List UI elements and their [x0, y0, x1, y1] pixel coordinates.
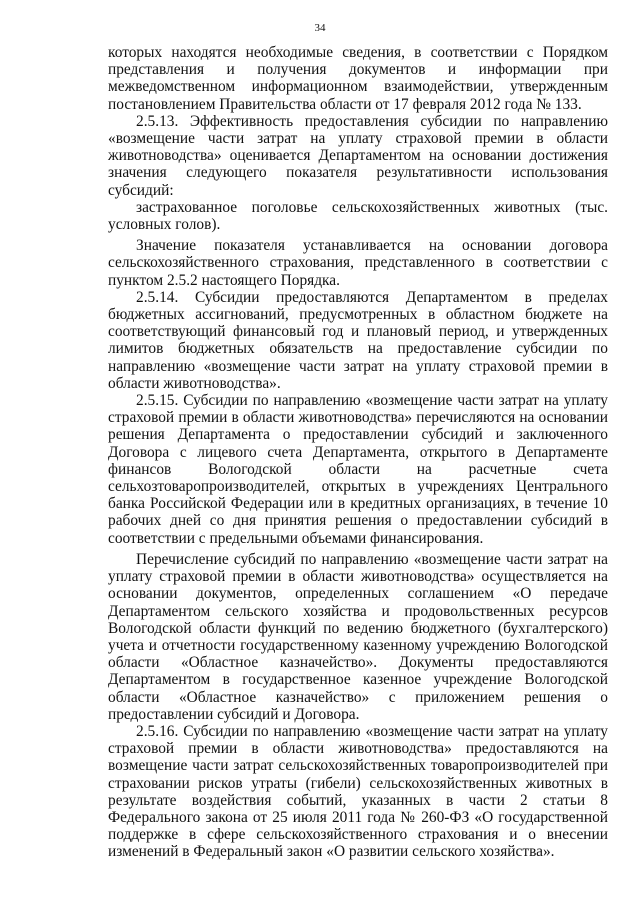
- paragraph-continuation: которых находятся необходимые сведения, в соответствии с Порядком представления и получения документов и информации при межведомственном информационном взаимодействии, утвержденным постановлением Правительства области от 17 февраля 2012 года № 133.: [108, 44, 608, 113]
- document-body: [108, 44, 608, 861]
- paragraph-transfer: Перечисление субсидий по направлению «возмещение части затрат на уплату страховой премии в области животноводства» осуществляется на основании документов, определенных соглашением «О передаче Департаментом сельского хозяйства и продовольственных ресурсов Вологодской области функций по ведению бюджетного (бухгалтерского) учета и отчетности государственному казенному учреждению Вологодской области «Областное казначейство». Документы предоставляются Департаментом в государственное казенное учреждение Вологодской области «Областное казначейство» с приложением решения о предоставлении субсидий и Договора.: [108, 550, 608, 723]
- paragraph-indicator: застрахованное поголовье сельскохозяйственных животных (тыс. условных голов).: [108, 198, 608, 234]
- paragraph-2-5-13: 2.5.13. Эффективность предоставления субсидии по направлению «возмещение части затрат на уплату страховой премии в области животноводства» оценивается Департаментом на основании достижения значения следующего показателя результативности использования субсидий:: [108, 112, 608, 199]
- paragraph-2-5-14: 2.5.14. Субсидии предоставляются Департаментом в пределах бюджетных ассигнований, предусмотренных в областном бюджете на соответствующий финансовый год и плановый период, и утвержденных лимитов бюджетных обязательств на предоставление субсидии по направлению «возмещение части затрат на уплату страховой премии в области животноводства».: [108, 288, 608, 392]
- paragraph-2-5-15: 2.5.15. Субсидии по направлению «возмещение части затрат на уплату страховой премии в области животноводства» перечисляются на основании решения Департамента о предоставлении субсидий и заключенного Договора с лицевого счета Департамента, открытого в Департаменте финансов Вологодской области на расчетные счета сельхозтоваропроизводителей, открытых в учреждениях Центрального банка Российской Федерации или в кредитных организациях, в течение 10 рабочих дней со дня принятия решения о предоставлении субсидий в соответствии с предельными объемами финансирования.: [108, 392, 608, 547]
- paragraph-2-5-16: 2.5.16. Субсидии по направлению «возмещение части затрат на уплату страховой премии в области животноводства» предоставляются на возмещение части затрат сельскохозяйственных товаропроизводителей при страховании рисков утраты (гибели) сельскохозяйственных животных в результате воздействия событий, указанных в части 2 статьи 8 Федерального закона от 25 июля 2011 года № 260-ФЗ «О государственной поддержке в сфере сельскохозяйственного страхования и о внесении изменений в Федеральный закон «О развитии сельского хозяйства».: [108, 722, 608, 861]
- paragraph-indicator-value: Значение показателя устанавливается на основании договора сельскохозяйственного страхования, представленного в соответствии с пунктом 2.5.2 настоящего Порядка.: [108, 237, 608, 289]
- page-number: 34: [314, 22, 326, 34]
